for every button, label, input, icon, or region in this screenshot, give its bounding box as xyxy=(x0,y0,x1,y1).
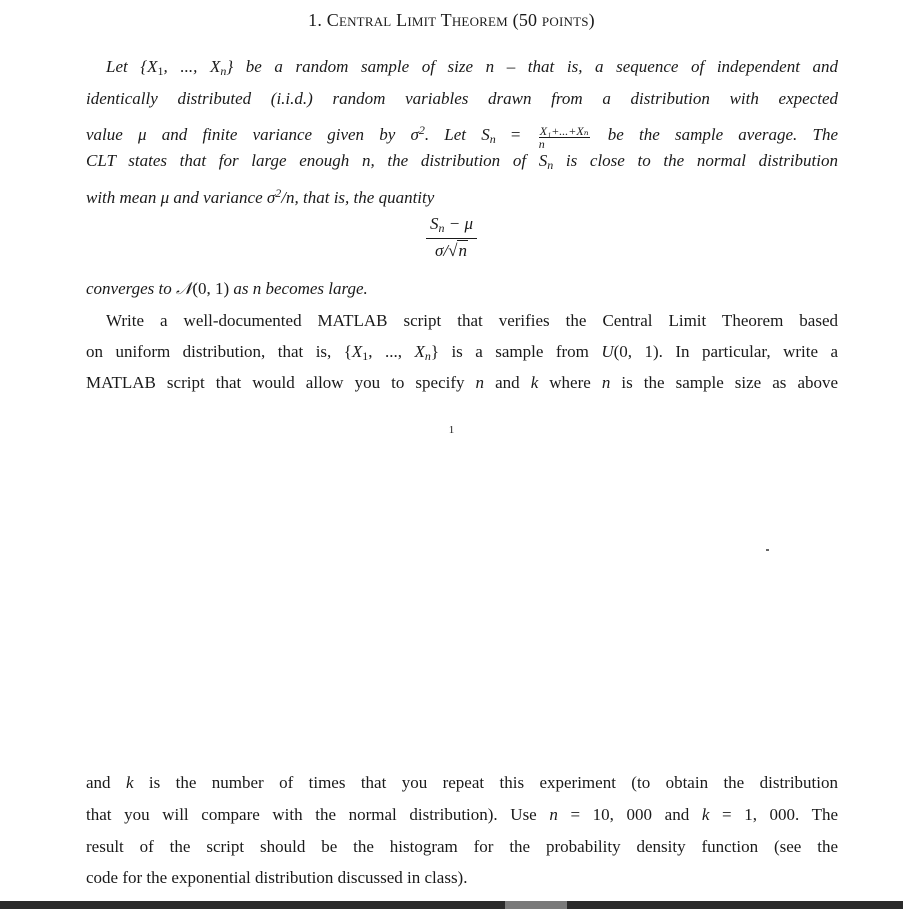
para2-line1: Write a well-documented MATLAB script that verifies the Central Limit Theorem based xyxy=(106,311,838,330)
section-points: (50 points) xyxy=(512,10,595,30)
standardized-fraction xyxy=(426,214,477,261)
para1-line4: CLT states that for large enough n, the distribution of $S_n$ is close to the normal distribution xyxy=(86,151,838,172)
para1-line5: with mean μ and variance $\sigma^2/n$, that is, the quantity xyxy=(86,186,435,207)
fraction-denominator: σ/√n xyxy=(435,241,467,260)
horizontal-scrollbar[interactable] xyxy=(0,901,903,909)
scrollbar-thumb[interactable] xyxy=(505,901,567,909)
para2-line6: result of the script should be the histogram for the probability density function (see the xyxy=(86,837,838,856)
sqrt-symbol: √ xyxy=(448,241,458,260)
scan-speck xyxy=(766,549,769,551)
display-formula xyxy=(0,214,903,261)
para1-line3: value μ and finite variance given by $\sigma^2$. Let $S_n$ = $\frac{\text{X₁+...+Xₙ}}{n}$ be the sample average. The xyxy=(86,123,838,151)
fraction-numerator: $S_n - \mu$ xyxy=(426,214,477,239)
para2-line3: MATLAB script that would allow you to specify n and k where n is the sample size as above xyxy=(86,373,839,392)
para2-line2: on uniform distribution, that is, {$X_1$, ..., $X_n$} is a sample from U(0, 1). In particular, write a xyxy=(86,342,839,363)
para1-line2: identically distributed (i.i.d.) random variables drawn from a distribution with expected xyxy=(86,89,838,108)
para1-line1: Let {$X_1$, ..., $X_n$} be a random sample of size n – that is, a sequence of independent and xyxy=(106,57,839,78)
para2-line5: that you will compare with the normal distribution). Use n = 10, 000 and k = 1, 000. The xyxy=(86,805,839,824)
section-number: 1. xyxy=(308,10,323,30)
para2-line7: code for the exponential distribution discussed in class). xyxy=(86,868,468,887)
page-number: 1 xyxy=(448,424,455,436)
para2-line4: and k is the number of times that you repeat this experiment (to obtain the distribution xyxy=(86,773,839,792)
sample-average-fraction: $\frac{\text{X₁+...+Xₙ}}{n}$ xyxy=(538,124,589,151)
para1-end-line: converges to 𝒩(0, 1) as n becomes large. xyxy=(86,279,368,298)
section-title: Central Limit Theorem xyxy=(326,10,508,30)
section-heading xyxy=(0,10,903,31)
